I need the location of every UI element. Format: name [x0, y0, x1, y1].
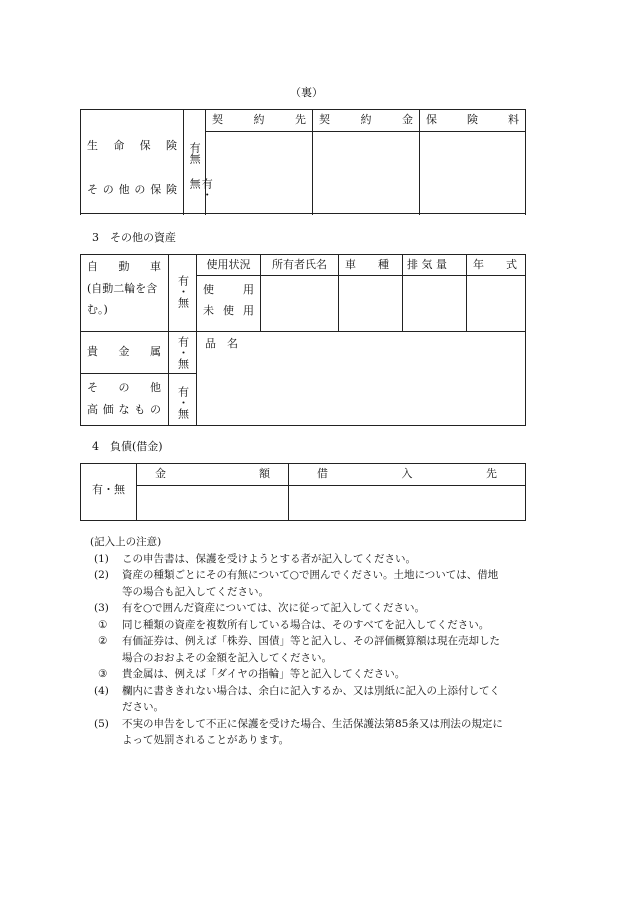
note-item: (2) 資産の種類ごとにその有無について○で囲んでください。土地については、借地 等の場合も記入してください。 [94, 569, 499, 598]
other-valuables-flag-cell [169, 374, 197, 426]
owner-name-cell[interactable] [261, 276, 339, 332]
metal-label-cell: 貴 金 属 [81, 332, 169, 374]
item-name-cell[interactable] [197, 332, 526, 426]
notes-section [90, 534, 534, 749]
debt-header-amount: 金 額 [137, 464, 289, 486]
header-owner-name: 所有者氏名 [261, 255, 339, 276]
item-name-label: 品 名 [205, 337, 238, 350]
debt-amount-cell[interactable] [137, 486, 289, 521]
header-usage: 使用状況 [197, 255, 261, 276]
displacement-cell[interactable] [403, 276, 467, 332]
header-car-type: 車 種 [339, 255, 403, 276]
note-item: ③ 貴金属は、例えば「ダイヤの指輪」等と記入してください。 [98, 668, 406, 680]
life-insurance-label: 生 命 保 険 [87, 139, 177, 152]
insurance-flag-cell [184, 110, 214, 214]
car-type-cell[interactable] [339, 276, 403, 332]
insurance-amount-cell[interactable] [313, 132, 420, 214]
insurance-header-amount: 契 約 金 [313, 110, 420, 132]
usage-unused[interactable]: 未 使 用 [203, 304, 254, 318]
section4-title: 4 負債(借金) [92, 440, 163, 453]
car-flag-cell [169, 255, 197, 332]
note-item: (1) この申告書は、保護を受けようとする者が記入してください。 [94, 552, 416, 565]
note-item: (5) 不実の申告をして不正に保護を受けた場合、生活保護法第85条又は刑法の規定に よって処罰されることがあります。 [94, 717, 503, 746]
note-item: ① 同じ種類の資産を複数所有している場合は、そのすべてを記入してください。 [98, 618, 490, 631]
usage-options-cell[interactable] [197, 276, 261, 332]
page-title: （裏） [290, 86, 323, 99]
header-displacement: 排 気 量 [403, 255, 467, 276]
debt-table [80, 463, 526, 521]
metal-flag: 有・無 [176, 336, 190, 369]
debt-header-lender: 借 入 先 [289, 464, 526, 486]
car-label-cell: 自 動 車 (自動二輪を含 む。) [81, 255, 169, 332]
insurance-premium-cell[interactable] [420, 132, 526, 214]
section3-title: 3 その他の資産 [92, 231, 176, 244]
metal-flag-cell [169, 332, 197, 374]
note-item: ② 有価証券は、例えば「株券、国債」等と記入し、その評価概算額は現在売却した 場合のおおよその金額を記入してください。 [98, 635, 500, 664]
note-item: (3) 有を○で囲んだ資産については、次に従って記入してください。 [94, 602, 425, 614]
insurance-contractor-cell[interactable] [206, 132, 313, 214]
note-item: (4) 欄内に書ききれない場合は、余白に記入するか、又は別紙に記入の上添付してく ださい。 [94, 684, 500, 713]
model-year-cell[interactable] [467, 276, 526, 332]
assets-table [80, 254, 526, 426]
debt-flag-cell [81, 464, 137, 521]
debt-lender-cell[interactable] [289, 486, 526, 521]
other-valuables-label-cell: そ の 他 高価なもの [81, 374, 169, 426]
insurance-header-contractor: 契 約 先 [206, 110, 313, 132]
other-insurance-flag: 有・無 [188, 178, 214, 200]
debt-flag: 有・無 [92, 483, 125, 496]
insurance-label-cell [81, 110, 184, 214]
car-flag: 有・無 [176, 275, 190, 308]
insurance-table [80, 109, 526, 214]
other-insurance-label: そ の 他 の 保 険 [87, 183, 177, 196]
other-valuables-flag: 有・無 [176, 386, 190, 419]
insurance-header-premium: 保 険 料 [420, 110, 526, 132]
usage-in-use[interactable]: 使 用 [203, 283, 254, 296]
life-insurance-flag: 有無 [188, 142, 202, 164]
header-model-year: 年 式 [467, 255, 526, 276]
notes-title: (記入上の注意) [90, 536, 162, 548]
